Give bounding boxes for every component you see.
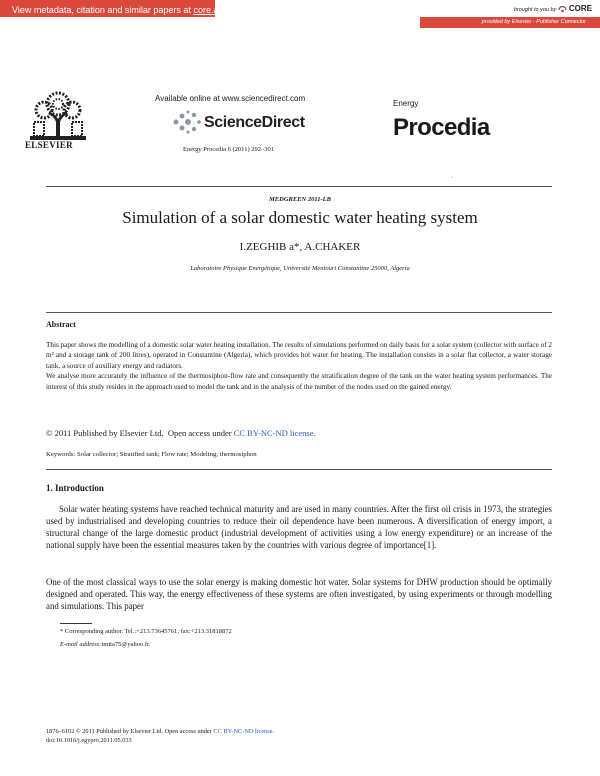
footer-license-link[interactable]: CC BY-NC-ND license. xyxy=(213,728,275,735)
core-brought-by xyxy=(514,4,592,14)
elsevier-tree-logo-icon xyxy=(30,90,86,140)
email-label: E-mail address: xyxy=(60,641,102,648)
paper-affiliation: Laboratoire Physique Energétique, Université Mentouri Constantine 25000, Algeria xyxy=(190,265,410,272)
header-divider xyxy=(46,186,552,187)
corresponding-author-footnote: * Corresponding author. Tel.:+213.73645761; fax:+213.31818872 xyxy=(60,628,232,635)
core-logo-text: CORE xyxy=(568,4,592,13)
provided-by-bar[interactable]: provided by Elsevier - Publisher Connector xyxy=(420,17,600,28)
license-link[interactable]: CC BY-NC-ND license. xyxy=(233,428,316,438)
doi: doi:10.1016/j.egypro.2011.05.033 xyxy=(46,737,132,744)
copyright-text: © 2011 Published by Elsevier Ltd. xyxy=(46,428,164,438)
footer-copyright-text: 1876–6102 © 2011 Published by Elsevier Ltd. xyxy=(46,728,164,735)
core-logo-icon xyxy=(558,6,567,14)
stray-dot: . xyxy=(451,174,453,180)
abstract-divider-top xyxy=(46,312,552,313)
brought-by-text: brought to you by xyxy=(513,7,557,13)
core-metadata-bar xyxy=(0,0,235,17)
abstract-paragraph: This paper shows the modelling of a domestic solar water heating installation. The results of simulations performed on daily basis for a solar system (collector with surface of 2 m² and a storage tank of 200 litres), operated in Constantine (Algeria), which provides hot water for heating. The installation consists in a solar flat collector, a water storage tank, a source of auxiliary energy and radiators. xyxy=(46,341,552,370)
intro-paragraph: One of the most classical ways to use the solar energy is making domestic hot water. Solar systems for DHW production should be optimally designed and operated. This way, the energy effectiveness of these systems are often investigated, by using experiments or through modelling and simulations. This paper xyxy=(46,577,552,611)
abstract-divider-bottom xyxy=(46,469,552,470)
open-access-text: Open access under xyxy=(167,428,232,438)
paper-title: Simulation of a solar domestic water heating system xyxy=(122,208,478,227)
core-link-domain: core.ac.uk xyxy=(193,5,235,15)
procedia-energy-label: Energy xyxy=(393,99,419,108)
paper-authors: I.ZEGHIB a*, A.CHAKER xyxy=(239,241,361,253)
core-metadata-link[interactable] xyxy=(0,5,235,15)
elsevier-wordmark: ELSEVIER xyxy=(25,140,73,150)
core-link-prefix: View metadata, citation and similar papers at xyxy=(12,5,194,15)
section-heading-introduction: 1. Introduction xyxy=(46,483,104,493)
abstract-heading: Abstract xyxy=(46,320,76,329)
abstract-paragraph: We analyse more accurately the influence of the thermosiphon-flow rate and consequently the stratification degree of the tank on the water heating system performances. The interest of this study resides in the approach used to model the tank and in the analysis of the number of the nodes used on the gained energy. xyxy=(46,372,552,391)
sciencedirect-dots-icon xyxy=(172,110,202,134)
journal-citation: Energy Procedia 6 (2011) 292–301 xyxy=(183,146,274,153)
intro-paragraph: Solar water heating systems have reached technical maturity and are used in many countries. After the first oil crisis in 1973, the strategies used by industrialised and developing countries to reduce their oil dependence have been numerous. A diversification of energy import, a structural change of the large domestic product (industrial development of activities using a low energy expenditure) or an increase of the national supply have been the essential measures taken by the countries with various degree of importance[1]. xyxy=(46,504,552,550)
keywords: Keywords: Solar collector; Stratified tank; Flow rate; Modeling; thermosiphon xyxy=(46,451,257,458)
email-footnote xyxy=(60,641,150,648)
abstract-body xyxy=(46,340,552,392)
conference-label: MEDGREEN 2011-LB xyxy=(269,196,331,203)
email-address: imita75@yahoo.fr. xyxy=(101,641,151,648)
footer-copyright xyxy=(46,728,274,735)
available-online-text: Available online at www.sciencedirect.com xyxy=(155,94,306,103)
copyright-line xyxy=(46,428,316,438)
footer-open-access-text: Open access under xyxy=(164,728,212,735)
footnote-rule xyxy=(60,623,92,624)
sciencedirect-wordmark: ScienceDirect xyxy=(204,114,305,131)
procedia-wordmark: Procedia xyxy=(393,114,490,141)
